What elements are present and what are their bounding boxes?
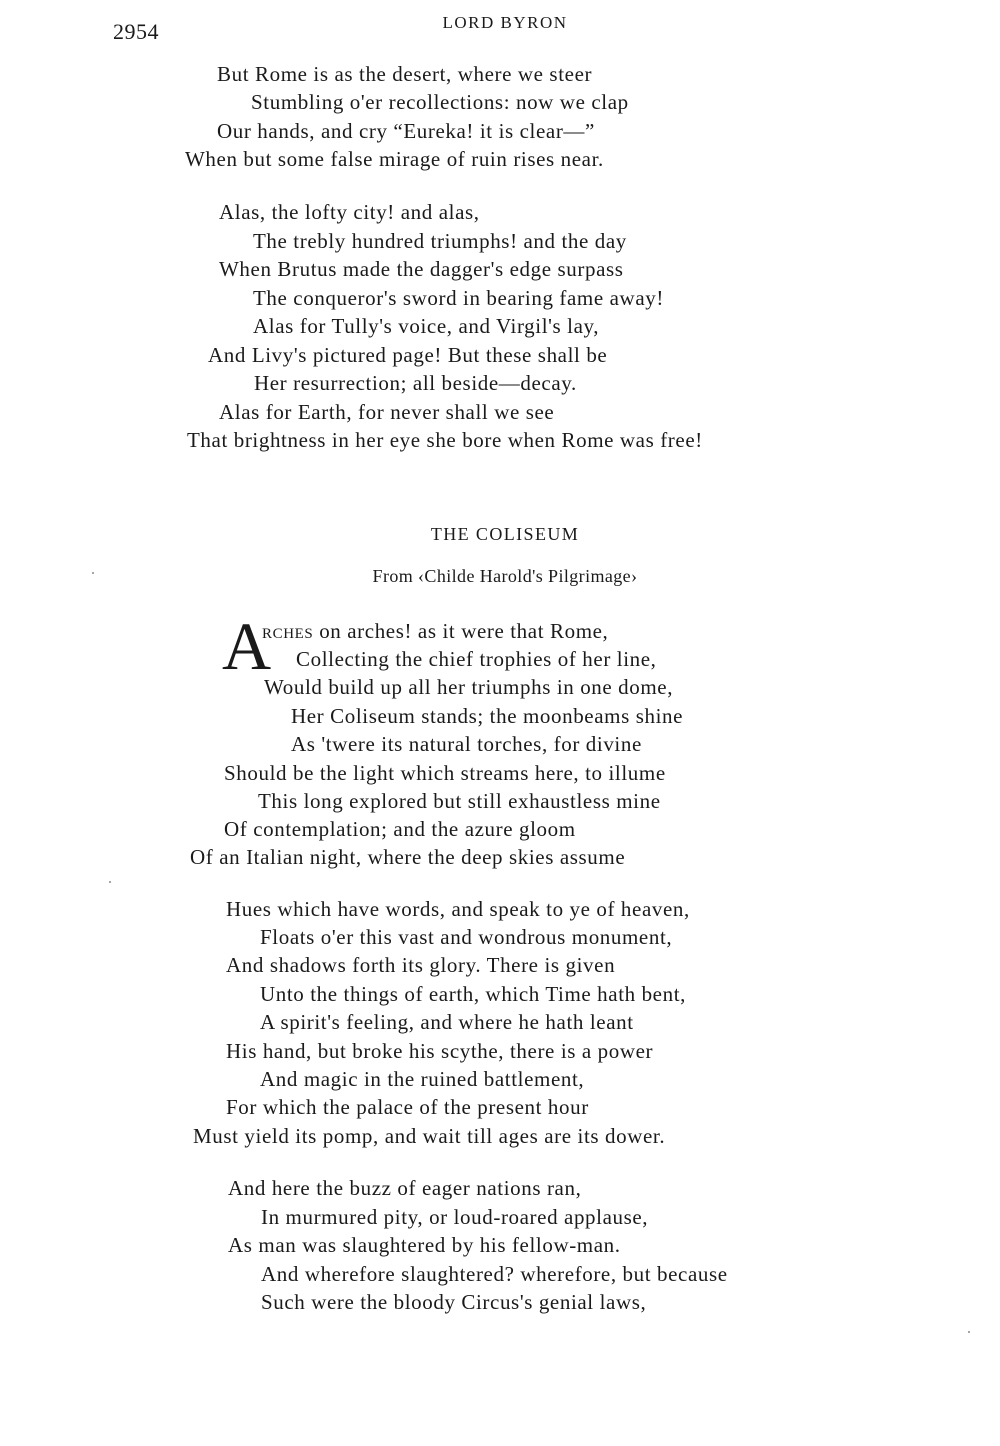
verse-line-first <box>262 617 608 645</box>
verse-line: Alas for Tully's voice, and Virgil's lay, <box>253 314 600 338</box>
verse-line: A spirit's feeling, and where he hath leant <box>260 1010 634 1034</box>
poem-title: THE COLISEUM <box>430 524 580 544</box>
verse-line: This long explored but still exhaustless mine <box>258 789 661 813</box>
verse-line: Her resurrection; all beside—decay. <box>254 371 577 395</box>
verse-line: When Brutus made the dagger's edge surpass <box>219 257 624 281</box>
verse-line: Must yield its pomp, and wait till ages are its dower. <box>193 1124 666 1148</box>
verse-line: But Rome is as the desert, where we steer <box>217 62 593 86</box>
verse-line: Her Coliseum stands; the moonbeams shine <box>291 704 684 728</box>
verse-line: Our hands, and cry “Eureka! it is clear—” <box>217 119 595 143</box>
verse-line: Hues which have words, and speak to ye of heaven, <box>226 897 690 921</box>
verse-line: As man was slaughtered by his fellow-man. <box>228 1233 621 1257</box>
scan-speck <box>968 1331 970 1333</box>
verse-line: Of contemplation; and the azure gloom <box>224 817 576 841</box>
verse-line: And here the buzz of eager nations ran, <box>228 1176 582 1200</box>
verse-line: Floats o'er this vast and wondrous monument, <box>260 925 673 949</box>
verse-line: Alas, the lofty city! and alas, <box>219 200 480 224</box>
scan-speck <box>109 881 111 883</box>
verse-line: In murmured pity, or loud-roared applause, <box>261 1205 649 1229</box>
verse-line: And wherefore slaughtered? wherefore, but because <box>261 1262 728 1286</box>
verse-line: Collecting the chief trophies of her line, <box>296 647 657 671</box>
verse-line: Alas for Earth, for never shall we see <box>219 400 555 424</box>
first-line-text: on arches! as it were that Rome, <box>313 619 609 643</box>
verse-line: The conqueror's sword in bearing fame away! <box>253 286 664 310</box>
verse-line: That brightness in her eye she bore when Rome was free! <box>187 428 703 452</box>
running-head: LORD BYRON <box>442 13 568 32</box>
verse-line: Unto the things of earth, which Time hath bent, <box>260 982 686 1006</box>
verse-line: Such were the bloody Circus's genial laws, <box>261 1290 647 1314</box>
verse-line: Should be the light which streams here, to illume <box>224 761 666 785</box>
verse-line: Stumbling o'er recollections: now we clap <box>251 90 629 114</box>
drop-cap: A <box>222 608 272 684</box>
verse-line: And magic in the ruined battlement, <box>260 1067 585 1091</box>
verse-line: And Livy's pictured page! But these shall be <box>208 343 608 367</box>
verse-line: As 'twere its natural torches, for divine <box>291 732 642 756</box>
page-number: 2954 <box>113 19 159 44</box>
verse-line: The trebly hundred triumphs! and the day <box>253 229 627 253</box>
small-caps-word: rches <box>262 619 314 643</box>
verse-line: And shadows forth its glory. There is given <box>226 953 616 977</box>
verse-line: Of an Italian night, where the deep skies assume <box>190 845 626 869</box>
verse-line: Would build up all her triumphs in one dome, <box>264 675 674 699</box>
verse-line: When but some false mirage of ruin rises near. <box>185 147 604 171</box>
poem-source: From ‹Childe Harold's Pilgrimage› <box>372 566 638 586</box>
verse-line: His hand, but broke his scythe, there is a power <box>226 1039 654 1063</box>
verse-line: For which the palace of the present hour <box>226 1095 589 1119</box>
scan-speck <box>92 572 94 574</box>
